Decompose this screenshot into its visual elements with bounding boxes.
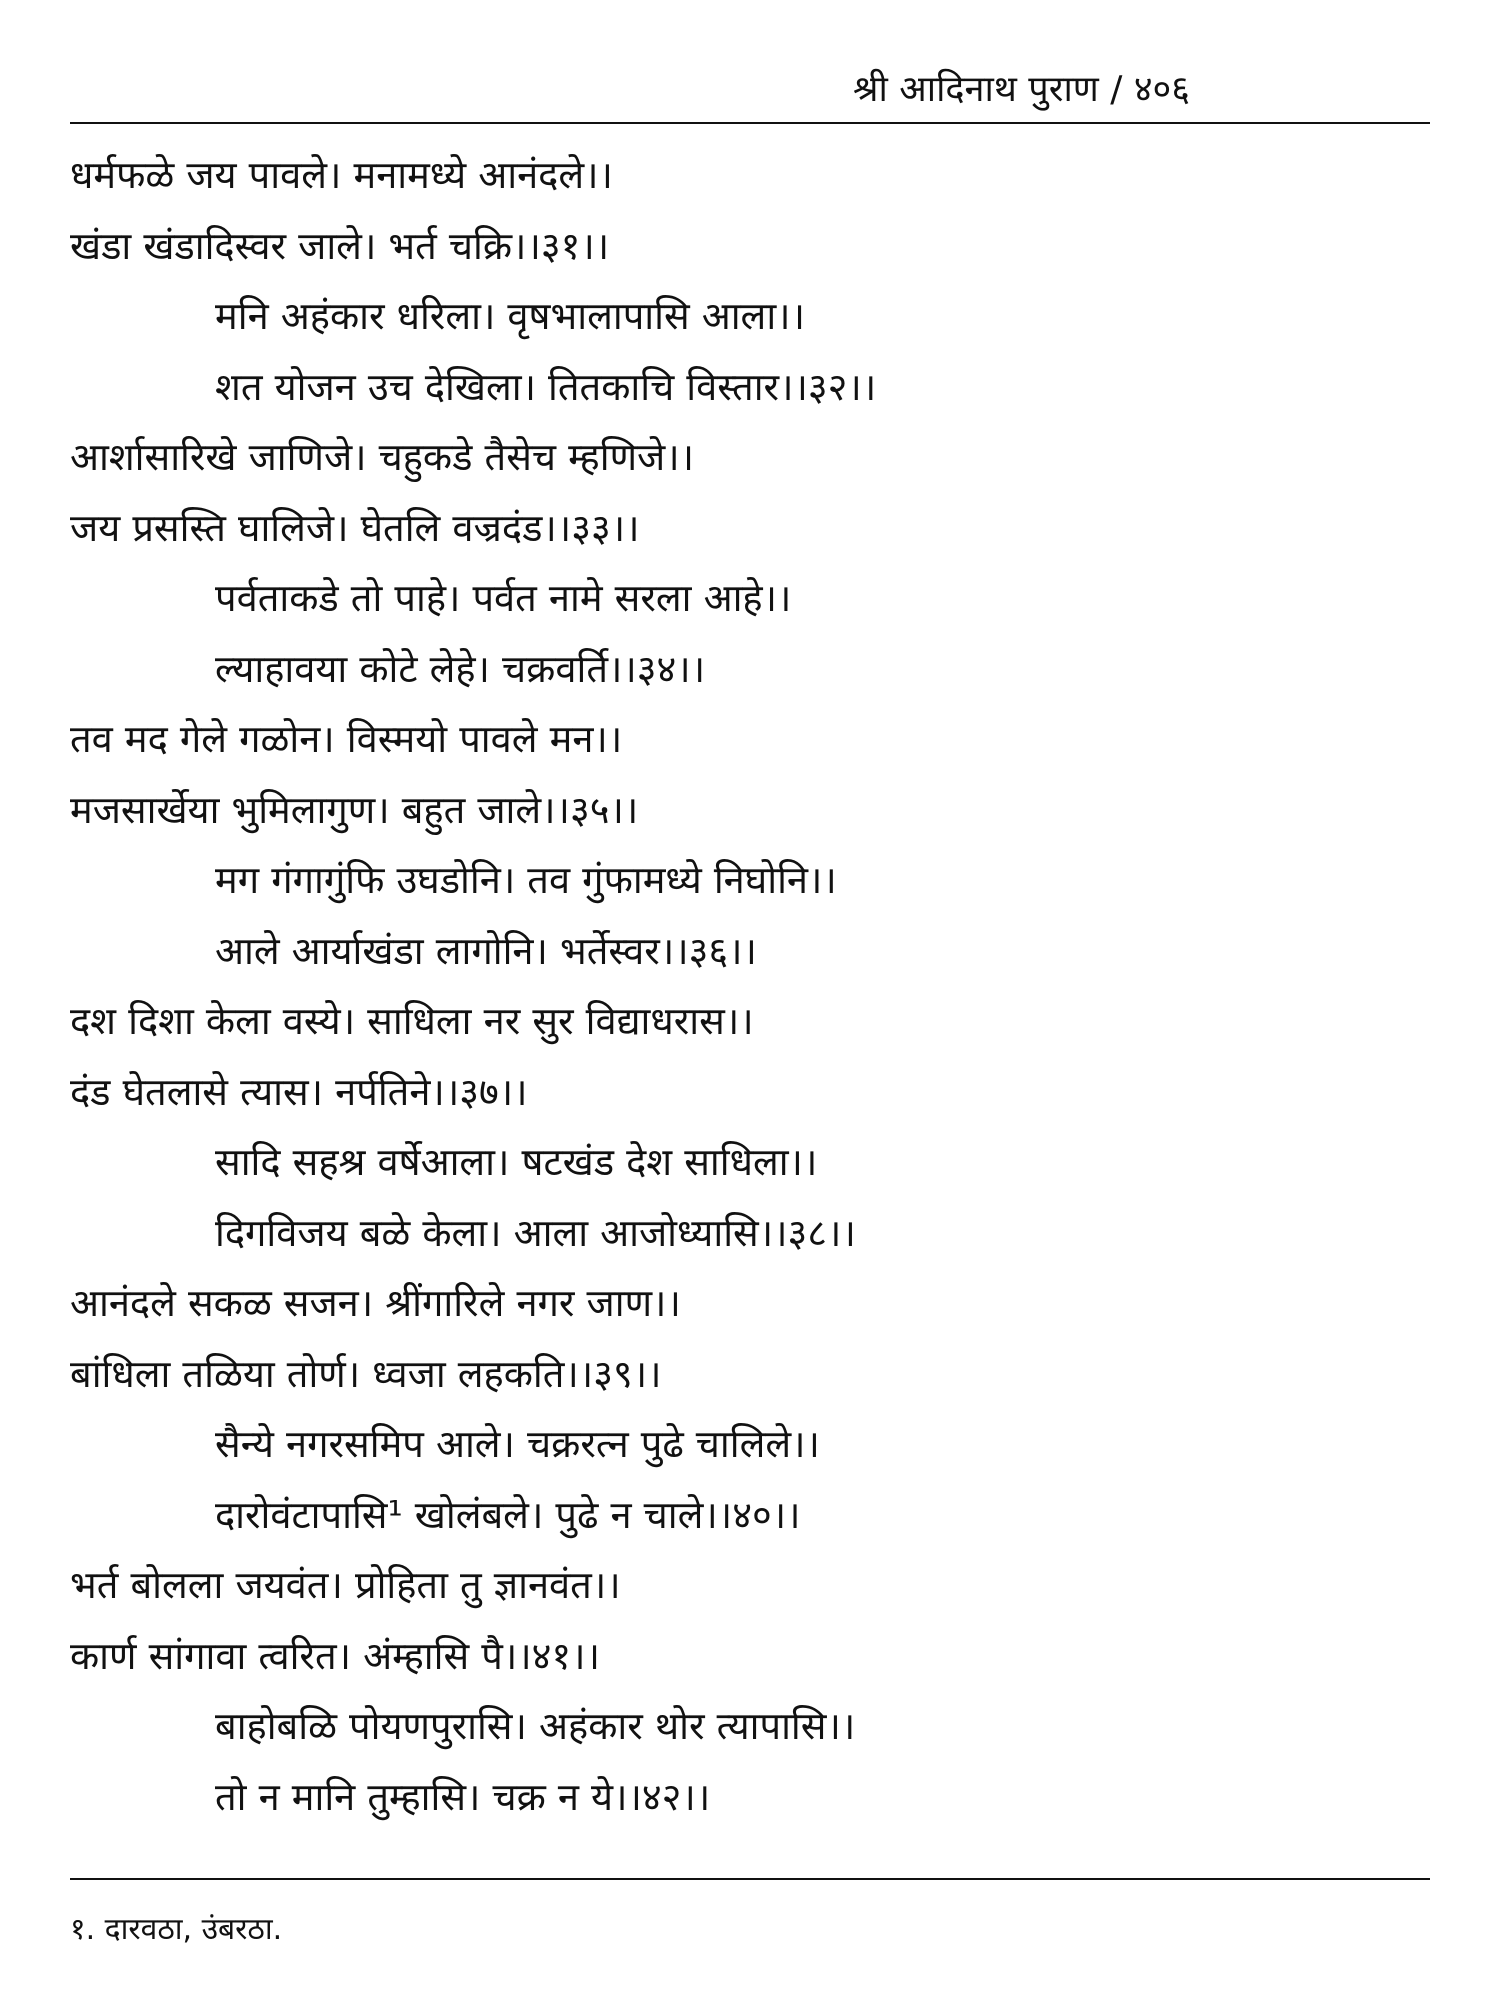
verse-line: बांधिला तळिया तोर्ण। ध्वजा लहकति।।३९।। <box>70 1351 662 1396</box>
page-header <box>70 60 1430 124</box>
verse-line: दंड घेतलासे त्यास। नर्पतिने।।३७।। <box>70 1069 528 1114</box>
verse-line: दश दिशा केला वस्ये। साधिला नर सुर विद्याधरास।। <box>70 999 754 1043</box>
verse-line: कार्ण सांगावा त्वरित। अंम्हासि पै।।४१।। <box>70 1633 600 1678</box>
verse-line: पर्वताकडे तो पाहे। पर्वत नामे सरला आहे।। <box>215 576 792 620</box>
verse-line: आनंदले सकळ सजन। श्रींगारिले नगर जाण।। <box>70 1281 681 1325</box>
verse-line: ल्याहावया कोटे लेहे। चक्रवर्ति।।३४।। <box>215 646 706 691</box>
verse-line: तो न मानि तुम्हासि। चक्र न ये।।४२।। <box>215 1774 711 1819</box>
verse-line: मजसार्खेया भुमिलागुण। बहुत जाले।।३५।। <box>70 787 639 832</box>
verse-line: सैन्ये नगरसमिप आले। चक्ररत्न पुढे चालिले।। <box>215 1422 820 1466</box>
verse-line: बाहोबळि पोयणपुरासि। अहंकार थोर त्यापासि।। <box>215 1704 856 1748</box>
footnote: १. दारवठा, उंबरठा. <box>70 1912 283 1947</box>
verse-line: दिगविजय बळे केला। आला आजोध्यासि।।३८।। <box>215 1210 856 1255</box>
running-title: श्री आदिनाथ पुराण / ४०६ <box>853 69 1190 110</box>
verse-line: मनि अहंकार धरिला। वृषभालापासि आला।। <box>215 294 805 338</box>
verse-line: जय प्रसस्ति घालिजे। घेतलि वज्रदंड।।३३।। <box>70 505 640 550</box>
verse-line: आले आर्याखंडा लागोनि। भर्तेस्वर।।३६।। <box>215 928 757 973</box>
verse-line: धर्मफळे जय पावले। मनामध्ये आनंदले।। <box>70 153 613 197</box>
verse-line: दारोवंटापासि¹ खोलंबले। पुढे न चाले।।४०।। <box>215 1492 801 1537</box>
verse-body <box>70 140 1430 1832</box>
verse-line: खंडा खंडादिस्वर जाले। भर्त चक्रि।।३१।। <box>70 223 610 268</box>
verse-line: आर्शासारिखे जाणिजे। चहुकडे तैसेच म्हणिजे।। <box>70 435 695 479</box>
verse-line: शत योजन उच देखिला। तितकाचि विस्तार।।३२।। <box>215 364 877 409</box>
verse-line: तव मद गेले गळोन। विस्मयो पावले मन।। <box>70 717 623 761</box>
footnote-rule <box>70 1878 1430 1880</box>
verse-line: सादि सहश्र वर्षेआला। षटखंड देश साधिला।। <box>215 1140 818 1184</box>
verse-line: मग गंगागुंफि उघडोनि। तव गुंफामध्ये निघोनि।। <box>215 858 837 902</box>
verse-line: भर्त बोलला जयवंत। प्रोहिता तु ज्ञानवंत।। <box>70 1563 621 1607</box>
